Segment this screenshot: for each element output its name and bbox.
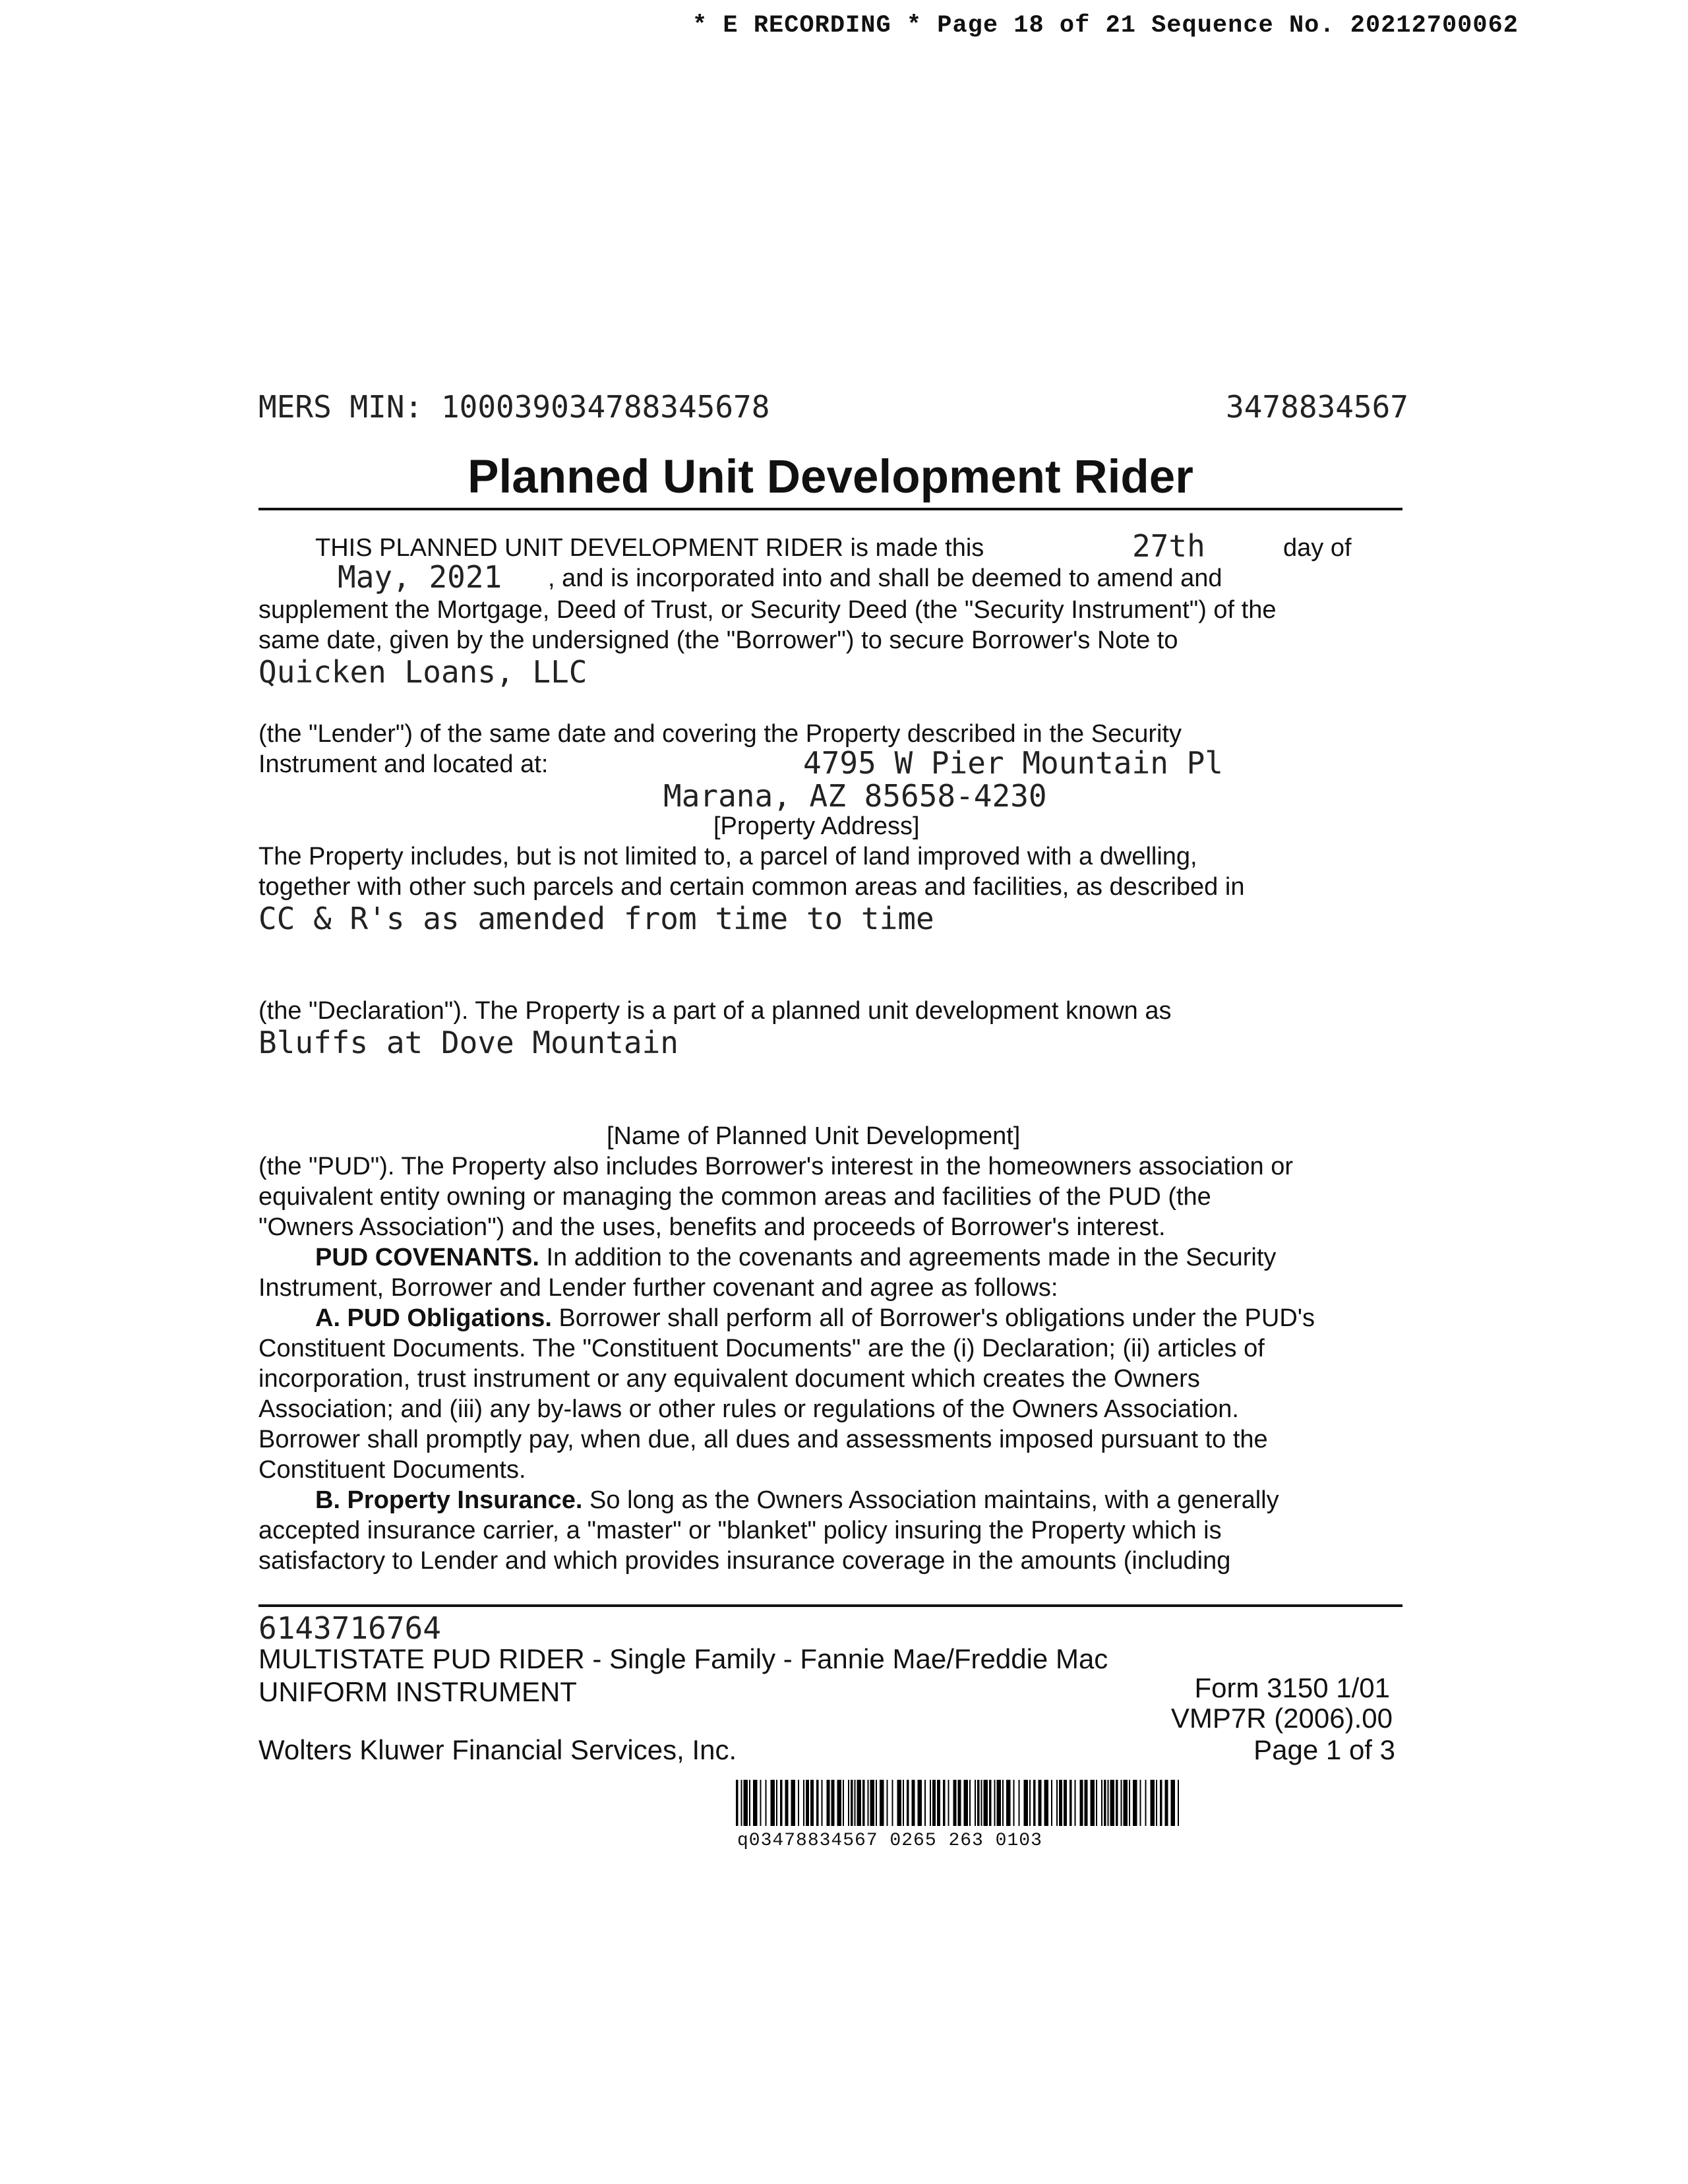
barcode-bar: [1070, 1780, 1072, 1826]
barcode-bar: [887, 1780, 888, 1826]
barcode-bar: [1044, 1780, 1049, 1826]
barcode-bar: [1056, 1780, 1058, 1826]
barcode-bar: [1104, 1780, 1106, 1826]
barcode-bar: [1006, 1780, 1011, 1826]
barcode-bar: [912, 1780, 915, 1826]
body-line: same date, given by the undersigned (the "Borrower") to secure Borrower's Note to: [258, 626, 1178, 654]
barcode-bar: [1145, 1780, 1147, 1826]
barcode-bar: [1116, 1780, 1118, 1826]
body-line: Instrument and located at:: [258, 750, 549, 778]
barcode-bar: [741, 1780, 742, 1826]
section-heading: B. Property Insurance.: [315, 1486, 583, 1514]
lender-name: Quicken Loans, LLC: [258, 654, 588, 690]
barcode-bar: [918, 1780, 922, 1826]
section-heading: PUD COVENANTS.: [315, 1244, 539, 1271]
barcode: [736, 1780, 1183, 1826]
barcode-bar: [997, 1780, 1002, 1826]
barcode-bar: [1151, 1780, 1155, 1826]
barcode-bar: [1129, 1780, 1130, 1826]
barcode-bar: [1091, 1780, 1095, 1826]
barcode-bar: [862, 1780, 865, 1826]
pud-covenants-paragraph: [315, 1242, 1276, 1273]
barcode-bar: [981, 1780, 982, 1826]
barcode-bar: [848, 1780, 849, 1826]
pud-name-label: [Name of Planned Unit Development]: [607, 1122, 1021, 1150]
loan-number: 3478834567: [1226, 389, 1408, 425]
barcode-bar: [930, 1780, 931, 1826]
body-line: Instrument, Borrower and Lender further covenant and agree as follows:: [258, 1274, 1058, 1302]
body-line: Constituent Documents. The "Constituent Documents" are the (i) Declaration; (ii) articles of: [258, 1335, 1265, 1362]
barcode-bar: [857, 1780, 862, 1826]
pud-name: Bluffs at Dove Mountain: [258, 1025, 678, 1060]
property-address-line-1: 4795 W Pier Mountain Pl: [803, 745, 1223, 781]
title-underline: [258, 508, 1402, 510]
body-text: Borrower shall perform all of Borrower's obligations under the PUD's: [551, 1304, 1315, 1332]
barcode-bar: [831, 1780, 835, 1826]
barcode-bar: [937, 1780, 940, 1826]
footer-vmp-code: VMP7R (2006).00: [1170, 1703, 1393, 1734]
body-text: So long as the Owners Association maintains, with a generally: [582, 1486, 1279, 1514]
barcode-bar: [1171, 1780, 1176, 1826]
barcode-bar: [1165, 1780, 1168, 1826]
barcode-bar: [791, 1780, 796, 1826]
body-line: incorporation, trust instrument or any equivalent document which creates the Owners: [258, 1365, 1200, 1393]
barcode-bar: [932, 1780, 936, 1826]
barcode-bar: [975, 1780, 976, 1826]
barcode-bar: [749, 1780, 750, 1826]
barcode-bar: [958, 1780, 961, 1826]
barcode-bar: [1064, 1780, 1067, 1826]
barcode-bar: [843, 1780, 844, 1826]
barcode-bar: [1121, 1780, 1122, 1826]
body-line: "Owners Association") and the uses, benefits and proceeds of Borrower's interest.: [258, 1213, 1166, 1241]
property-address-label: [Property Address]: [713, 812, 920, 840]
barcode-bar: [880, 1780, 884, 1826]
barcode-bar: [1133, 1780, 1137, 1826]
barcode-bar: [1013, 1780, 1015, 1826]
body-line: Association; and (iii) any by-laws or other rules or regulations of the Owners Association.: [258, 1395, 1239, 1423]
barcode-bar: [1178, 1780, 1179, 1826]
barcode-bar: [753, 1780, 758, 1826]
section-b-paragraph: [315, 1485, 1279, 1515]
barcode-bar: [897, 1780, 902, 1826]
footer-publisher: Wolters Kluwer Financial Services, Inc.: [258, 1734, 737, 1765]
rider-day: 27th: [1132, 528, 1205, 564]
barcode-bar: [1140, 1780, 1141, 1826]
barcode-bar: [1002, 1780, 1004, 1826]
footer-rule: [258, 1604, 1402, 1607]
footer-form-number: Form 3150 1/01: [1194, 1672, 1390, 1703]
barcode-bar: [943, 1780, 946, 1826]
section-a-paragraph: [315, 1303, 1315, 1333]
section-heading: A. PUD Obligations.: [315, 1304, 552, 1332]
barcode-bar: [1101, 1780, 1102, 1826]
barcode-bar: [953, 1780, 957, 1826]
recording-header: * E RECORDING * Page 18 of 21 Sequence No. 20212700062: [692, 12, 1519, 40]
barcode-bar: [1029, 1780, 1031, 1826]
barcode-bar: [851, 1780, 853, 1826]
barcode-bar: [870, 1780, 875, 1826]
body-line: supplement the Mortgage, Deed of Trust, or Security Deed (the "Security Instrument") of the: [258, 596, 1277, 624]
barcode-bar: [760, 1780, 762, 1826]
barcode-bar: [868, 1780, 869, 1826]
barcode-bar: [1124, 1780, 1128, 1826]
barcode-bar: [892, 1780, 893, 1826]
intro-line: , and is incorporated into and shall be deemed to amend and: [548, 564, 1222, 592]
barcode-bar: [903, 1780, 904, 1826]
barcode-caption: q03478834567 0265 263 0103: [737, 1831, 1042, 1851]
footer-page-number: Page 1 of 3: [1253, 1734, 1395, 1765]
barcode-bar: [771, 1780, 775, 1826]
body-line: Constituent Documents.: [258, 1456, 526, 1484]
document-title: Planned Unit Development Rider: [467, 451, 1193, 503]
body-line: together with other such parcels and certain common areas and facilities, as described in: [258, 873, 1245, 901]
barcode-bar: [822, 1780, 823, 1826]
barcode-bar: [977, 1780, 980, 1826]
barcode-bar: [1108, 1780, 1109, 1826]
barcode-bar: [1024, 1780, 1029, 1826]
barcode-bar: [806, 1780, 809, 1826]
barcode-bar: [964, 1780, 969, 1826]
barcode-bar: [810, 1780, 814, 1826]
body-line: (the "Lender") of the same date and covering the Property described in the Security: [258, 720, 1182, 748]
rider-month-year: May, 2021: [338, 559, 502, 595]
barcode-bar: [1096, 1780, 1097, 1826]
barcode-bar: [1160, 1780, 1162, 1826]
barcode-bar: [989, 1780, 992, 1826]
barcode-bar: [924, 1780, 926, 1826]
barcode-bar: [907, 1780, 909, 1826]
mers-min-number: MERS MIN: 100039034788345678: [258, 389, 770, 425]
intro-line: THIS PLANNED UNIT DEVELOPMENT RIDER is made this: [315, 534, 984, 562]
body-line: (the "Declaration"). The Property is a part of a planned unit development known as: [258, 997, 1172, 1025]
body-text: In addition to the covenants and agreements made in the Security: [539, 1244, 1277, 1271]
footer-uniform-instrument: UNIFORM INSTRUMENT: [258, 1676, 577, 1707]
footer-form-title: MULTISTATE PUD RIDER - Single Family - Fannie Mae/Freddie Mac: [258, 1643, 1108, 1674]
body-line: equivalent entity owning or managing the common areas and facilities of the PUD (the: [258, 1183, 1211, 1211]
barcode-bar: [785, 1780, 789, 1826]
barcode-bar: [1156, 1780, 1157, 1826]
barcode-bar: [766, 1780, 767, 1826]
barcode-bar: [827, 1780, 830, 1826]
barcode-bar: [736, 1780, 738, 1826]
barcode-bar: [798, 1780, 799, 1826]
barcode-bar: [744, 1780, 748, 1826]
barcode-bar: [776, 1780, 777, 1826]
body-line: satisfactory to Lender and which provides insurance coverage in the amounts (including: [258, 1547, 1231, 1575]
declaration-description: CC & R's as amended from time to time: [258, 901, 934, 936]
barcode-bar: [994, 1780, 996, 1826]
barcode-bar: [1059, 1780, 1062, 1826]
barcode-bar: [1075, 1780, 1076, 1826]
barcode-bar: [855, 1780, 856, 1826]
barcode-bar: [803, 1780, 804, 1826]
footer-form-id: 6143716764: [258, 1610, 441, 1646]
body-line: accepted insurance carrier, a "master" or "blanket" policy insuring the Property which is: [258, 1517, 1222, 1544]
barcode-bar: [1051, 1780, 1052, 1826]
barcode-bar: [1033, 1780, 1036, 1826]
barcode-bar: [1080, 1780, 1083, 1826]
body-line: The Property includes, but is not limited to, a parcel of land improved with a dwelling,: [258, 843, 1197, 870]
barcode-bar: [1085, 1780, 1088, 1826]
body-line: (the "PUD"). The Property also includes Borrower's interest in the homeowners association or: [258, 1153, 1294, 1180]
barcode-bar: [816, 1780, 819, 1826]
day-of-label: day of: [1283, 534, 1352, 562]
body-line: Borrower shall promptly pay, when due, all dues and assessments imposed pursuant to the: [258, 1426, 1268, 1453]
barcode-bar: [1039, 1780, 1042, 1826]
barcode-bar: [780, 1780, 783, 1826]
barcode-bar: [1019, 1780, 1020, 1826]
barcode-bar: [948, 1780, 950, 1826]
barcode-bar: [969, 1780, 971, 1826]
property-address-line-2: Marana, AZ 85658-4230: [663, 778, 1047, 814]
barcode-bar: [837, 1780, 842, 1826]
barcode-bar: [876, 1780, 877, 1826]
barcode-bar: [1110, 1780, 1115, 1826]
barcode-bar: [984, 1780, 988, 1826]
